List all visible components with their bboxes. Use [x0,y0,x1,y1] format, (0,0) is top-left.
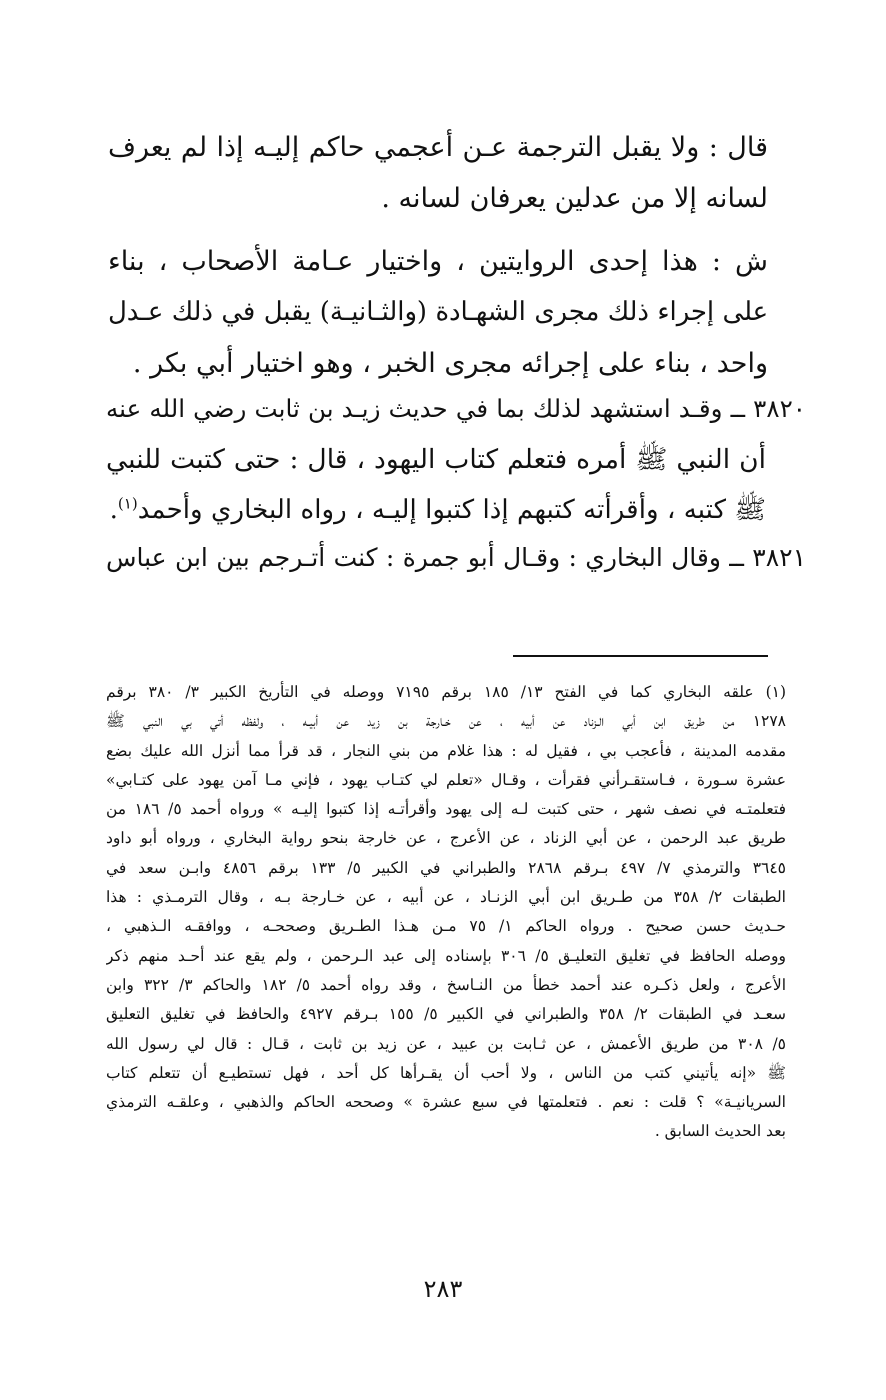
footnote-line: ٣٦٤٥ والترمذي ٧/ ٤٩٧ بـرقم ٢٨٦٨ والطبراني في الكبير ٥/ ١٣٣ برقم ٤٨٥٦ وابـن سعد في [106,858,786,877]
hadith-3820 [106,383,806,536]
footnote-line: السريانيـة» ؟ قلت : نعم . فتعلمتها في سبع عشرة » وصححه الحاكم والذهبي ، وعلقـه الترمذي [106,1093,786,1112]
footnote-line: بعد الحديث السابق . [654,1122,786,1141]
footnote-marker: (١) [117,494,138,513]
footnote-block [106,678,786,1147]
footnote-line: ووصله الحافظ في تغليق التعليـق ٥/ ٣٠٦ بإسناده إلى عبد الـرحمن ، ولم يقع عند أحـد منهم ذكر [106,946,786,965]
hadith-3821 [106,532,806,583]
text-line-body: ﷺ كتبه ، وأقرأته كتبهم إذا كتبوا إليـه ، رواه البخاري وأحمد [137,495,766,525]
footnote-line: فتعلمتـه في نصف شهر ، حتى كتبت لـه إلى يهود وأقرأتـه إذا كتبوا إليـه » ورواه أحمد ٥/ ١٨٦ من [106,800,786,819]
text-line: قال : ولا يقبل الترجمة عـن أعجمي حاكم إليـه إذا لم يعرف [108,132,768,163]
text-line: ٣٨٢١ ــ وقال البخاري : وقـال أبو جمرة : كنت أتـرجم بين ابن عباس [106,543,806,572]
text-line: ش : هذا إحدى الروايتين ، واختيار عـامة الأصحاب ، بناء [108,246,768,277]
text-line: واحد ، بناء على إجرائه مجرى الخبر ، وهو اختيار أبي بكر . [132,348,768,379]
footnote-line: ﷺ «إنه يأتيني كتب من الناس ، ولا أحب أن يقـرأها كل أحد ، فهل تستطيـع أن تتعلم كتاب [106,1063,786,1082]
paragraph-qala [108,122,768,224]
footnote-line: مقدمه المدينة ، فأعجب بي ، فقيل له : هذا غلام من بني النجار ، قد قرأ مما أنزل الله عليك بضع [106,741,786,760]
footnote-line: ٥/ ٣٠٨ من طريق الأعمش ، عن ثـابت بن عبيد ، عن زيد بن ثابت ، قـال : قال لي رسول الله [106,1034,786,1053]
footnote-line: طريق عبد الرحمن ، عن أبي الزناد ، عن الأعرج ، عن خارجة بنحو رواية البخاري ، ورواه أبو داود [106,829,786,848]
text-line: لسانه إلا من عدلين يعرفان لسانه . [381,183,768,214]
footnote-line: الأعرج ، ولعل ذكـره عند أحمد خطأ من النـاسخ ، وقد رواه أحمد ٥/ ١٨٢ والحاكم ٣/ ٣٢٢ وابن [106,975,786,994]
text-line: ٣٨٢٠ ــ وقـد استشهد لذلك بما في حديث زيـد بن ثابت رضي الله عنه [106,394,806,423]
footnote-line: حـديث حسن صحيح . ورواه الحاكم ١/ ٧٥ مـن هـذا الطـريق وصححـه ، ووافقـه الـذهبي ، [106,917,786,936]
footnote-divider [513,655,768,657]
period: . [109,495,118,525]
footnote-line: سعـد في الطبقات ٢/ ٣٥٨ والطبراني في الكبير ٥/ ١٥٥ بـرقم ٤٩٢٧ والحافظ في تغليق التعليق [106,1005,786,1024]
footnote-line: ١٢٧٨ من طريق ابن أبي الـزناد عن أبيه ، عن خـارجة بن زيد عن أبيـه ، ولفظه أتي بي النبي ﷺ [106,712,786,731]
text-line: على إجراء ذلك مجرى الشهـادة (والثـانيـة) يقبل في ذلك عـدل [108,297,768,327]
text-line [106,485,766,536]
paragraph-commentary [108,236,768,389]
footnote-line: (١) علقه البخاري كما في الفتح ١٣/ ١٨٥ برقم ٧١٩٥ ووصله في التأريخ الكبير ٣/ ٣٨٠ برقم [106,683,786,701]
footnote-line: عشرة سـورة ، فـاستقـرأني فقرأت ، وقـال «تعلم لي كتـاب يهود ، فإني مـا آمن يهود على كتـابي» [106,770,786,789]
footnote-line: الطبقات ٢/ ٣٥٨ من طـريق ابن أبي الزنـاد ، عن أبيه ، عن خـارجة بـه ، وقال الترمـذي : هذا [106,888,786,907]
page-number: ٢٨٣ [423,1275,463,1303]
text-line: أن النبي ﷺ أمره فتعلم كتاب اليهود ، قال : حتى كتبت للنبي [106,444,766,475]
